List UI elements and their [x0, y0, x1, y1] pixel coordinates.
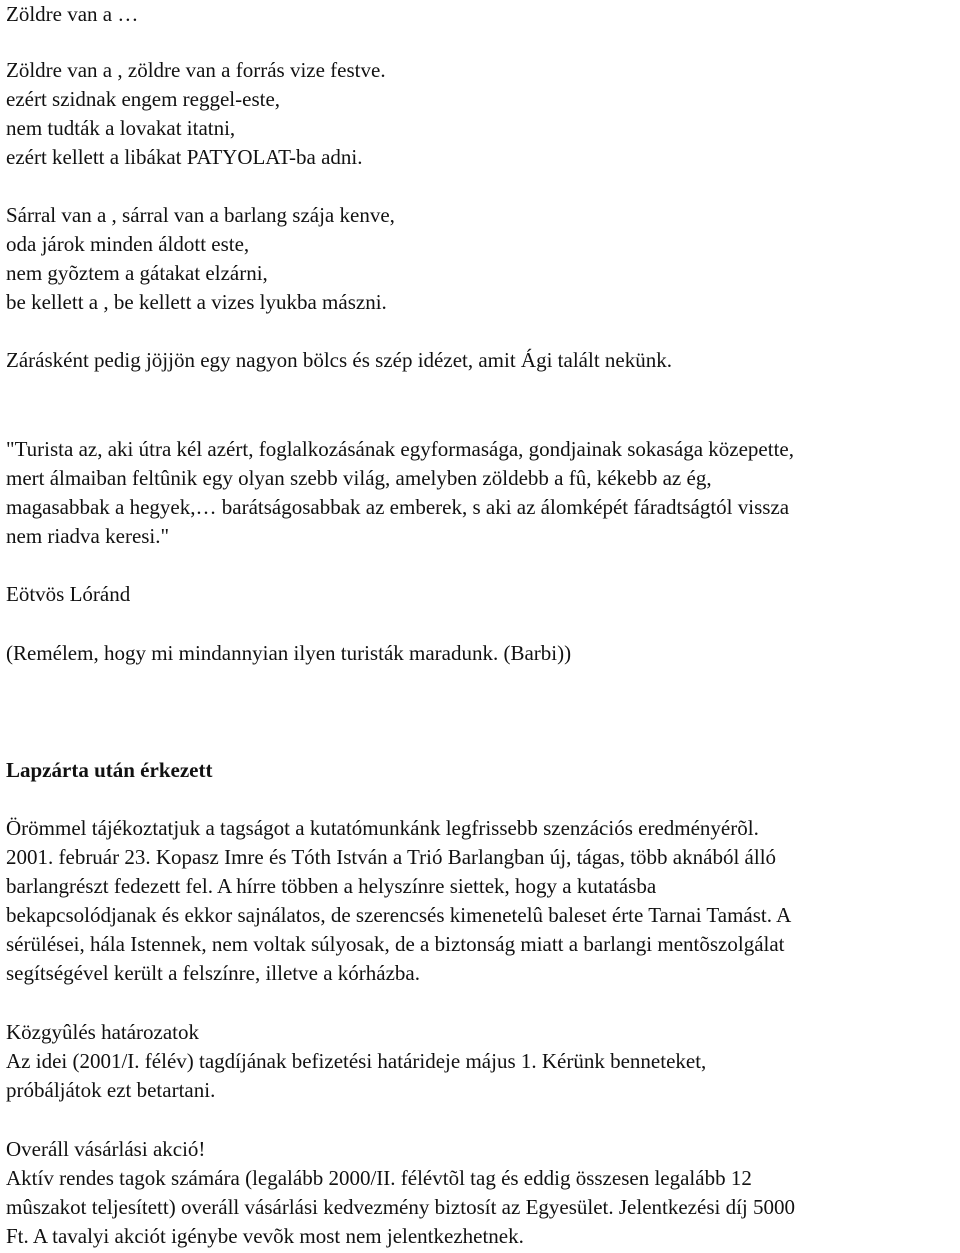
news-heading: Lapzárta után érkezett: [6, 758, 213, 782]
assembly-heading: Közgyûlés határozatok: [6, 1020, 200, 1044]
quote-line-1: "Turista az, aki útra kél azért, foglalkozásának egyformasága, gondjainak sokasága közepette,: [6, 437, 794, 461]
quote-intro: Zárásként pedig jöjjön egy nagyon bölcs és szép idézet, amit Ági talált nekünk.: [6, 348, 672, 372]
sale-heading: Overáll vásárlási akció!: [6, 1137, 206, 1161]
quote-line-2: mert álmaiban feltûnik egy olyan szebb világ, amelyben zöldebb a fû, kékebb az ég,: [6, 466, 712, 490]
news-line-5: sérülései, hála Istennek, nem voltak súlyosak, de a biztonság miatt a barlangi mentõszolgálat: [6, 932, 785, 956]
stanza-1-line-1: Zöldre van a , zöldre van a forrás vize festve.: [6, 58, 386, 82]
news-line-4: bekapcsolódjanak és ekkor sajnálatos, de szerencsés kimenetelû baleset érte Tarnai Tamást. A: [6, 903, 792, 927]
assembly-line-1: Az idei (2001/I. félév) tagdíjának befizetési határideje május 1. Kérünk benneteket,: [6, 1049, 707, 1073]
stanza-2-line-2: oda járok minden áldott este,: [6, 232, 250, 256]
song-title: Zöldre van a …: [6, 2, 139, 26]
stanza-1-line-4: ezért kellett a libákat PATYOLAT-ba adni.: [6, 145, 363, 169]
quote-author: Eötvös Lóránd: [6, 582, 131, 606]
sale-line-3: Ft. A tavalyi akciót igénybe vevõk most nem jelentkezhetnek.: [6, 1224, 524, 1248]
stanza-1-line-3: nem tudták a lovakat itatni,: [6, 116, 236, 140]
news-line-2: 2001. február 23. Kopasz Imre és Tóth István a Trió Barlangban új, tágas, több aknából álló: [6, 845, 777, 869]
news-line-1: Örömmel tájékoztatjuk a tagságot a kutatómunkánk legfrissebb szenzációs eredményérõl.: [6, 816, 759, 840]
remark: (Remélem, hogy mi mindannyian ilyen turisták maradunk. (Barbi)): [6, 641, 572, 665]
news-line-3: barlangrészt fedezett fel. A hírre többen a helyszínre siettek, hogy a kutatásba: [6, 874, 657, 898]
assembly-line-2: próbáljátok ezt betartani.: [6, 1078, 216, 1102]
stanza-2-line-1: Sárral van a , sárral van a barlang szája kenve,: [6, 203, 395, 227]
stanza-2-line-4: be kellett a , be kellett a vizes lyukba mászni.: [6, 290, 387, 314]
quote-line-4: nem riadva keresi.": [6, 524, 170, 548]
stanza-1-line-2: ezért szidnak engem reggel-este,: [6, 87, 281, 111]
sale-line-2: mûszakot teljesített) overáll vásárlási kedvezmény biztosít az Egyesület. Jelentkezési díj 5000: [6, 1195, 795, 1219]
sale-line-1: Aktív rendes tagok számára (legalább 2000/II. félévtõl tag és eddig összesen legalább 12: [6, 1166, 752, 1190]
stanza-2-line-3: nem gyõztem a gátakat elzárni,: [6, 261, 268, 285]
quote-line-3: magasabbak a hegyek,… barátságosabbak az emberek, s aki az álomképét fáradtságtól vissza: [6, 495, 790, 519]
news-line-6: segítségével került a felszínre, illetve a kórházba.: [6, 961, 420, 985]
